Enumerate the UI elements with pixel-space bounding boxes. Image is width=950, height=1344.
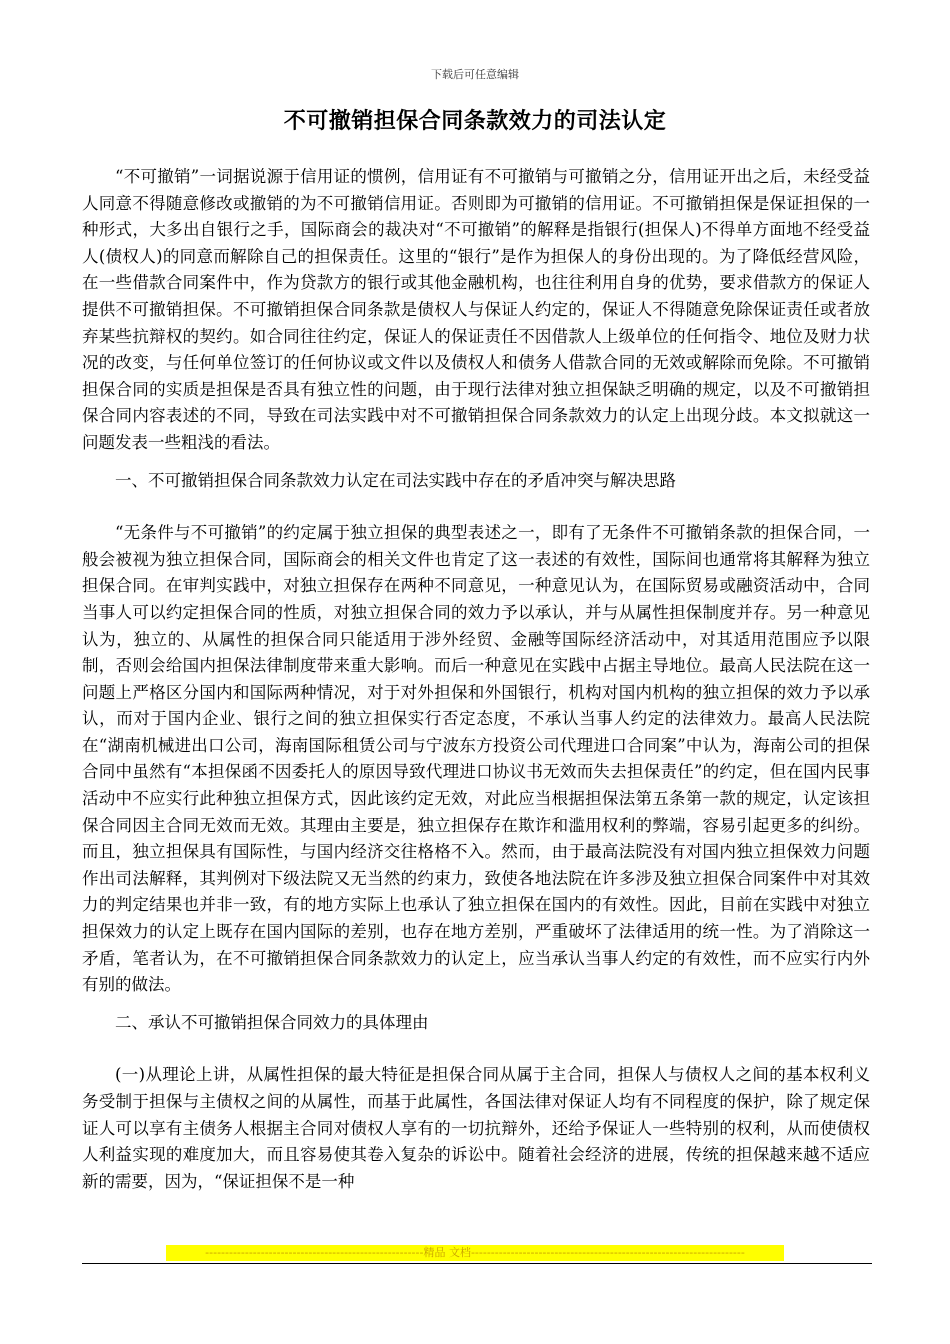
footer-divider: [82, 1263, 872, 1264]
header-note: 下载后可任意编辑: [431, 68, 519, 81]
paragraph-intro: “不可撤销”一词据说源于信用证的惯例，信用证有不可撤销与可撤销之分，信用证开出之后，未经受益人同意不得随意修改或撤销的为不可撤销信用证。否则即为可撤销的信用证。不可撤销担保是保证担保的一种形式，大多出自银行之手，国际商会的裁决对“不可撤销”的解释是指银行(担保人)不得单方面地不经受益人(债权人)的同意而解除自己的担保责任。这里的“银行”是作为担保人的身份出现的。为了降低经营风险，在一些借款合同案件中，作为贷款方的银行或其他金融机构，也往往利用自身的优势，要求借款方的保证人提供不可撤销担保。不可撤销担保合同条款是债权人与保证人约定的，保证人不得随意免除保证责任或者放弃某些抗辩权的契约。如合同往往约定，保证人的保证责任不因借款人上级单位的任何指令、地位及财力状况的改变，与任何单位签订的任何协议或文件以及债权人和债务人借款合同的无效或解除而免除。不可撤销担保合同的实质是担保是否具有独立性的问题，由于现行法律对独立担保缺乏明确的规定，以及不可撤销担保合同内容表述的不同，导致在司法实践中对不可撤销担保合同条款效力的认定上出现分歧。本文拟就这一问题发表一些粗浅的看法。: [82, 167, 870, 452]
paragraph-section-1: “无条件与不可撤销”的约定属于独立担保的典型表述之一，即有了无条件不可撤销条款的担保合同，一般会被视为独立担保合同，国际商会的相关文件也肯定了这一表述的有效性，国际间也通常将其解释为独立担保合同。在审判实践中，对独立担保存在两种不同意见，一种意见认为，在国际贸易或融资活动中，合同当事人可以约定担保合同的性质，对独立担保合同的效力予以承认，并与从属性担保制度并存。另一种意见认为，独立的、从属性的担保合同只能适用于涉外经贸、金融等国际经济活动中，对其适用范围应予以限制，否则会给国内担保法律制度带来重大影响。而后一种意见在实践中占据主导地位。最高人民法院在这一问题上严格区分国内和国际两种情况，对于对外担保和外国银行，机构对国内机构的独立担保的效力予以承认，而对于国内企业、银行之间的独立担保实行否定态度，不承认当事人约定的法律效力。最高人民法院在“湖南机械进出口公司，海南国际租赁公司与宁波东方投资公司代理进口合同案”中认为，海南公司的担保合同中虽然有“本担保函不因委托人的原因导致代理进口协议书无效而失去担保责任”的约定，但在国内民事活动中不应实行此种独立担保方式，因此该约定无效，对此应当根据担保法第五条第一款的规定，认定该担保合同因主合同无效而无效。其理由主要是，独立担保存在欺诈和滥用权利的弊端，容易引起更多的纠纷。而且，独立担保具有国际性，与国内经济交往格格不入。然而，由于最高法院没有对国内独立担保效力问题作出司法解释，其判例对下级法院又无当然的约束力，致使各地法院在许多涉及独立担保合同案件中对其效力的判定结果也并非一致，有的地方实际上也承认了独立担保在国内的有效性。因此，目前在实践中对独立担保效力的认定上既存在国内国际的差别，也存在地方差别，严重破坏了法律适用的统一性。为了消除这一矛盾，笔者认为，在不可撤销担保合同条款效力的认定上，应当承认当事人约定的有效性，而不应实行内外有别的做法。: [82, 523, 870, 995]
document-body: [82, 164, 870, 1195]
document-title: 不可撤销担保合同条款效力的司法认定: [283, 108, 667, 134]
footer-banner: -------------------------------------------------------精品 文档---------------------------------------------------------------------: [166, 1245, 784, 1261]
page-footer: [0, 1245, 950, 1267]
paragraph-section-2: (一)从理论上讲，从属性担保的最大特征是担保合同从属于主合同，担保人与债权人之间的基本权利义务受制于担保与主债权之间的从属性，而基于此属性，各国法律对保证人均有不同程度的保护，除了规定保证人可以享有主债务人根据主合同对债权人享有的一切抗辩外，还给予保证人一些特别的权利，从而使债权人利益实现的难度加大，而且容易使其卷入复杂的诉讼中。随着社会经济的进展，传统的担保越来越不适应新的需要，因为，“保证担保不是一种: [82, 1065, 870, 1191]
section-heading-1: 一、不可撤销担保合同条款效力认定在司法实践中存在的矛盾冲突与解决思路: [115, 470, 676, 490]
section-heading-2: 二、承认不可撤销担保合同效力的具体理由: [115, 1012, 429, 1032]
